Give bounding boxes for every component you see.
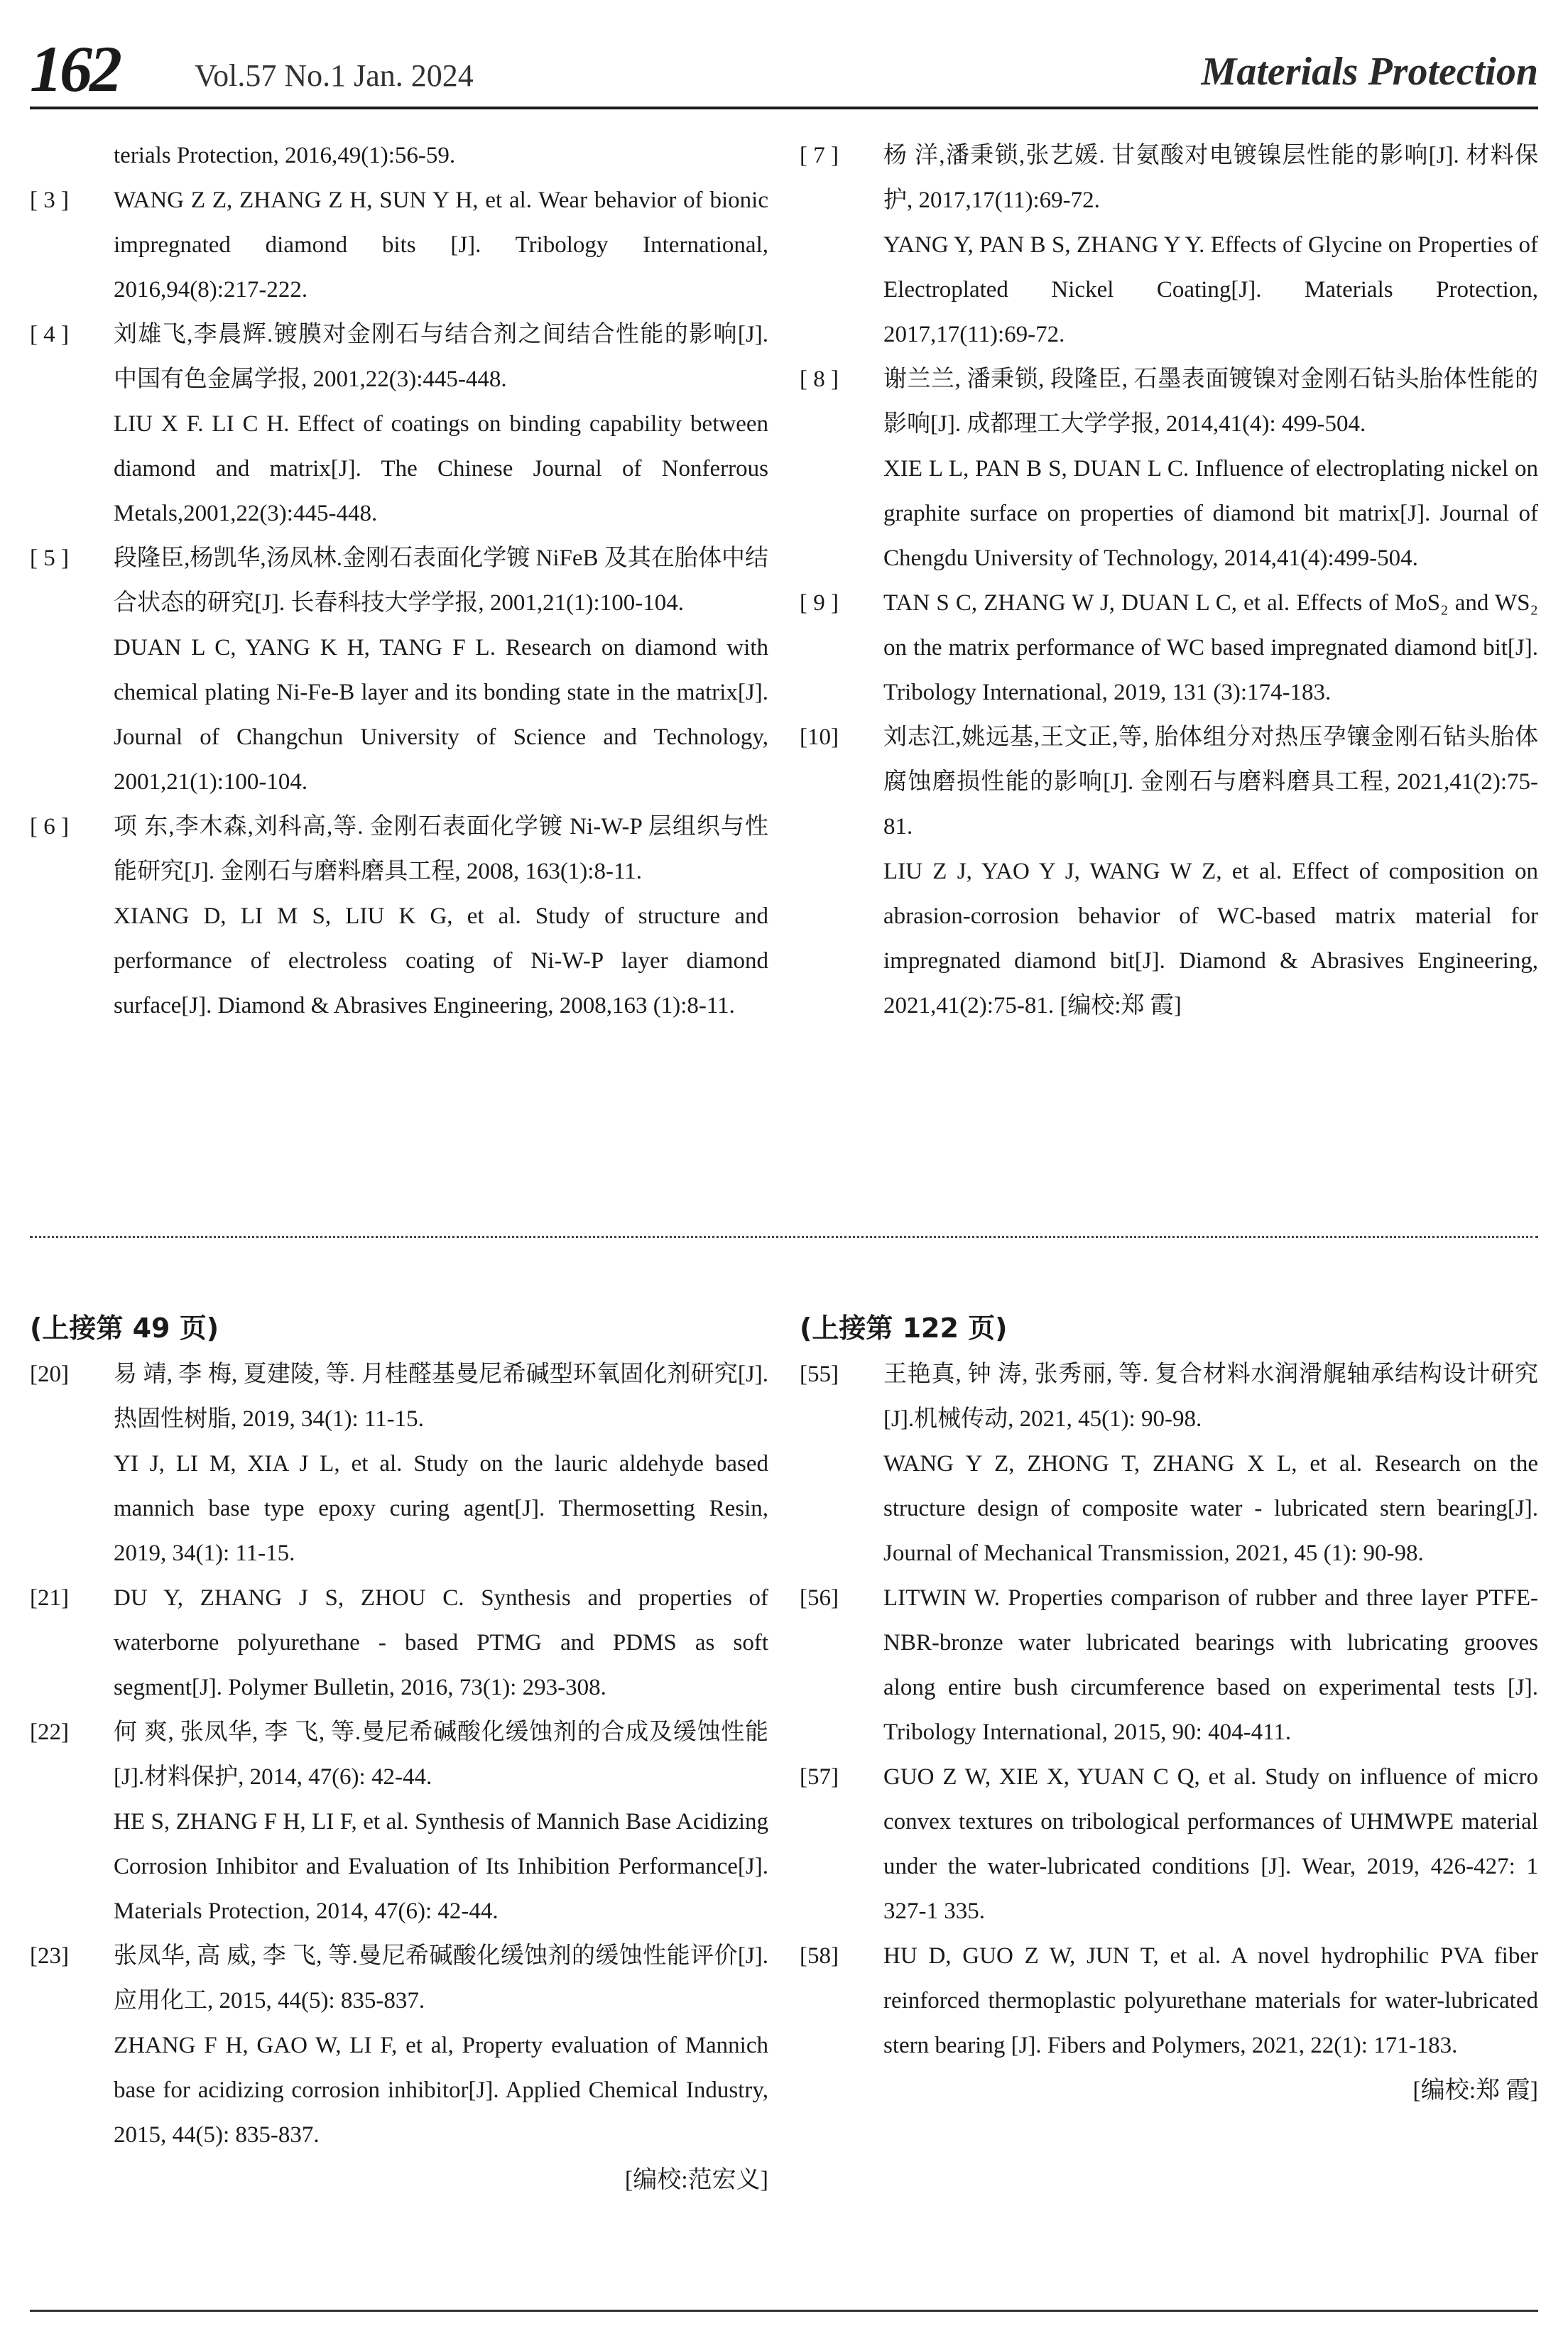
continued-section-right bbox=[800, 1305, 1538, 2112]
reference-entry bbox=[30, 805, 768, 1028]
references-bottom-right bbox=[800, 1352, 1538, 2068]
reference-text: XIANG D, LI M S, LIU K G, et al. Study of structure and performance of electroless coating of Ni-W-P layer diamond surface[J]. Diamond & Abrasives Engineering, 2008,163 (1):8-11. bbox=[114, 903, 768, 1018]
reference-number: [57] bbox=[800, 1764, 839, 1790]
reference-text: 刘志江,姚远基,王文正,等, 胎体组分对热压孕镶金刚石钻头胎体腐蚀磨损性能的影响[J]. 金刚石与磨料磨具工程, 2021,41(2):75-81. bbox=[883, 724, 1538, 840]
reference-text: WANG Z Z, ZHANG Z H, SUN Y H, et al. Wear behavior of bionic impregnated diamond bits [J]. Tribology International, 2016,94(8):217-222. bbox=[114, 188, 768, 303]
reference-number: [22] bbox=[30, 1719, 69, 1745]
reference-entry bbox=[30, 1576, 768, 1710]
reference-entry bbox=[30, 1934, 768, 2158]
reference-text: HU D, GUO Z W, JUN T, et al. A novel hydrophilic PVA fiber reinforced thermoplastic polyurethane materials for water-lubricated stern bearing [J]. Fibers and Polymers, 2021, 22(1): 171-183. bbox=[883, 1943, 1538, 2058]
reference-entry bbox=[800, 715, 1538, 1028]
page-header bbox=[30, 33, 1538, 105]
reference-text: 易 靖, 李 梅, 夏建陵, 等. 月桂醛基曼尼希碱型环氧固化剂研究[J]. 热固性树脂, 2019, 34(1): 11-15. bbox=[114, 1362, 768, 1432]
reference-number: [ 9 ] bbox=[800, 590, 839, 616]
continued-from-title: (上接第 49 页) bbox=[30, 1313, 219, 1344]
reference-text: terials Protection, 2016,49(1):56-59. bbox=[114, 143, 456, 168]
reference-number: [58] bbox=[800, 1943, 839, 1969]
reference-text: HE S, ZHANG F H, LI F, et al. Synthesis of Mannich Base Acidizing Corrosion Inhibitor and Evaluation of Its Inhibition Performance[J]. Materials Protection, 2014, 47(6): 42-44. bbox=[114, 1809, 768, 1924]
references-top-left bbox=[30, 134, 768, 1028]
reference-text: LIU X F. LI C H. Effect of coatings on binding capability between diamond and matrix[J]. The Chinese Journal of Nonferrous Metals,2001,22(3):445-448. bbox=[114, 411, 768, 526]
reference-number: [21] bbox=[30, 1585, 69, 1611]
reference-number: [20] bbox=[30, 1362, 69, 1387]
page-number: 162 bbox=[30, 33, 119, 105]
reference-entry bbox=[30, 1352, 768, 1576]
reference-text: 何 爽, 张凤华, 李 飞, 等.曼尼希碱酸化缓蚀剂的合成及缓蚀性能[J].材料保护, 2014, 47(6): 42-44. bbox=[114, 1719, 768, 1790]
reference-number: [10] bbox=[800, 724, 839, 750]
editor-credit: [编校:范宏义] bbox=[624, 2167, 768, 2193]
reference-entry bbox=[800, 357, 1538, 581]
reference-text: WANG Y Z, ZHONG T, ZHANG X L, et al. Research on the structure design of composite water - lubricated stern bearing[J]. Journal of Mechanical Transmission, 2021, 45 (1): 90-98. bbox=[883, 1451, 1538, 1566]
reference-entry bbox=[30, 536, 768, 805]
reference-number: [ 5 ] bbox=[30, 545, 69, 571]
reference-number: [23] bbox=[30, 1943, 69, 1969]
reference-entry bbox=[800, 1352, 1538, 1576]
reference-number: [ 8 ] bbox=[800, 366, 839, 392]
reference-text: 刘雄飞,李晨辉.镀膜对金刚石与结合剂之间结合性能的影响[J]. 中国有色金属学报, 2001,22(3):445-448. bbox=[114, 322, 768, 392]
continued-from-title: (上接第 122 页) bbox=[800, 1313, 1008, 1344]
reference-number: [ 3 ] bbox=[30, 188, 69, 213]
reference-text: ZHANG F H, GAO W, LI F, et al, Property evaluation of Mannich base for acidizing corrosion inhibitor[J]. Applied Chemical Industry, 2015, 44(5): 835-837. bbox=[114, 2033, 768, 2148]
reference-text: GUO Z W, XIE X, YUAN C Q, et al. Study on influence of micro convex textures on tribological performances of UHMWPE material under the water-lubricated conditions [J]. Wear, 2019, 426-427: 1 327-1 335. bbox=[883, 1764, 1538, 1924]
reference-text: TAN S C, ZHANG W J, DUAN L C, et al. Effects of MoS₂ and WS₂ on the matrix performance of WC based impregnated diamond bit[J]. Tribology International, 2019, 131 (3):174-183. bbox=[883, 590, 1538, 705]
reference-entry bbox=[30, 134, 768, 178]
reference-entry bbox=[30, 178, 768, 313]
reference-text: YANG Y, PAN B S, ZHANG Y Y. Effects of Glycine on Properties of Electroplated Nickel Coating[J]. Materials Protection, 2017,17(11):69-72. bbox=[883, 232, 1538, 347]
reference-text: 杨 洋,潘秉锁,张艺媛. 甘氨酸对电镀镍层性能的影响[J]. 材料保护, 2017,17(11):69-72. bbox=[883, 143, 1538, 213]
reference-entry bbox=[800, 1934, 1538, 2068]
reference-entry bbox=[800, 581, 1538, 715]
reference-text: DUAN L C, YANG K H, TANG F L. Research on diamond with chemical plating Ni-Fe-B layer and its bonding state in the matrix[J]. Journal of Changchun University of Science and Technology, 2001,21(1):100-104. bbox=[114, 635, 768, 795]
reference-number: [55] bbox=[800, 1362, 839, 1387]
references-top-right bbox=[800, 134, 1538, 1028]
reference-entry bbox=[30, 1710, 768, 1934]
reference-text: 王艳真, 钟 涛, 张秀丽, 等. 复合材料水润滑艉轴承结构设计研究[J].机械传动, 2021, 45(1): 90-98. bbox=[883, 1362, 1539, 1432]
editor-credit: [编校:郑 霞] bbox=[1412, 2077, 1538, 2104]
reference-entry bbox=[800, 134, 1538, 357]
reference-text: LITWIN W. Properties comparison of rubber and three layer PTFE-NBR-bronze water lubricated bearings with lubricating grooves along entire bush circumference based on experimental tests [J]. Tribology International, 2015, 90: 404-411. bbox=[883, 1585, 1538, 1745]
reference-number: [56] bbox=[800, 1585, 839, 1611]
reference-text: 段隆臣,杨凯华,汤凤林.金刚石表面化学镀 NiFeB 及其在胎体中结合状态的研究[J]. 长春科技大学学报, 2001,21(1):100-104. bbox=[114, 545, 768, 616]
reference-text: XIE L L, PAN B S, DUAN L C. Influence of electroplating nickel on graphite surface on properties of diamond bit matrix[J]. Journal of Chengdu University of Technology, 2014,41(4):499-504. bbox=[883, 456, 1538, 571]
reference-text: 谢兰兰, 潘秉锁, 段隆臣, 石墨表面镀镍对金刚石钻头胎体性能的影响[J]. 成都理工大学学报, 2014,41(4): 499-504. bbox=[883, 366, 1538, 437]
section-divider bbox=[30, 1236, 1538, 1238]
reference-text: DU Y, ZHANG J S, ZHOU C. Synthesis and properties of waterborne polyurethane - based PTMG and PDMS as soft segment[J]. Polymer Bulletin, 2016, 73(1): 293-308. bbox=[114, 1585, 768, 1700]
references-bottom-left bbox=[30, 1352, 768, 2158]
footer-rule bbox=[30, 2310, 1538, 2312]
reference-text: 张凤华, 高 威, 李 飞, 等.曼尼希碱酸化缓蚀剂的缓蚀性能评价[J].应用化工, 2015, 44(5): 835-837. bbox=[114, 1943, 768, 2014]
reference-entry bbox=[800, 1576, 1538, 1755]
reference-text: YI J, LI M, XIA J L, et al. Study on the lauric aldehyde based mannich base type epoxy curing agent[J]. Thermosetting Resin, 2019, 34(1): 11-15. bbox=[114, 1451, 768, 1566]
reference-number: [ 4 ] bbox=[30, 322, 69, 347]
reference-entry bbox=[800, 1755, 1538, 1934]
reference-text: 项 东,李木森,刘科高,等. 金刚石表面化学镀 Ni-W-P 层组织与性能研究[J]. 金刚石与磨料磨具工程, 2008, 163(1):8-11. bbox=[114, 814, 768, 884]
reference-number: [ 7 ] bbox=[800, 143, 839, 168]
header-rule bbox=[30, 107, 1538, 109]
reference-number: [ 6 ] bbox=[30, 814, 69, 840]
issue-info: Vol.57 No.1 Jan. 2024 bbox=[195, 58, 474, 93]
continued-section-left bbox=[30, 1305, 768, 2202]
journal-title: Materials Protection bbox=[1201, 50, 1538, 94]
reference-entry bbox=[30, 313, 768, 536]
reference-text: LIU Z J, YAO Y J, WANG W Z, et al. Effect of composition on abrasion-corrosion behavior of WC-based matrix material for impregnated diamond bit[J]. Diamond & Abrasives Engineering, 2021,41(2):75-81. [编校:郑 霞] bbox=[883, 859, 1538, 1018]
